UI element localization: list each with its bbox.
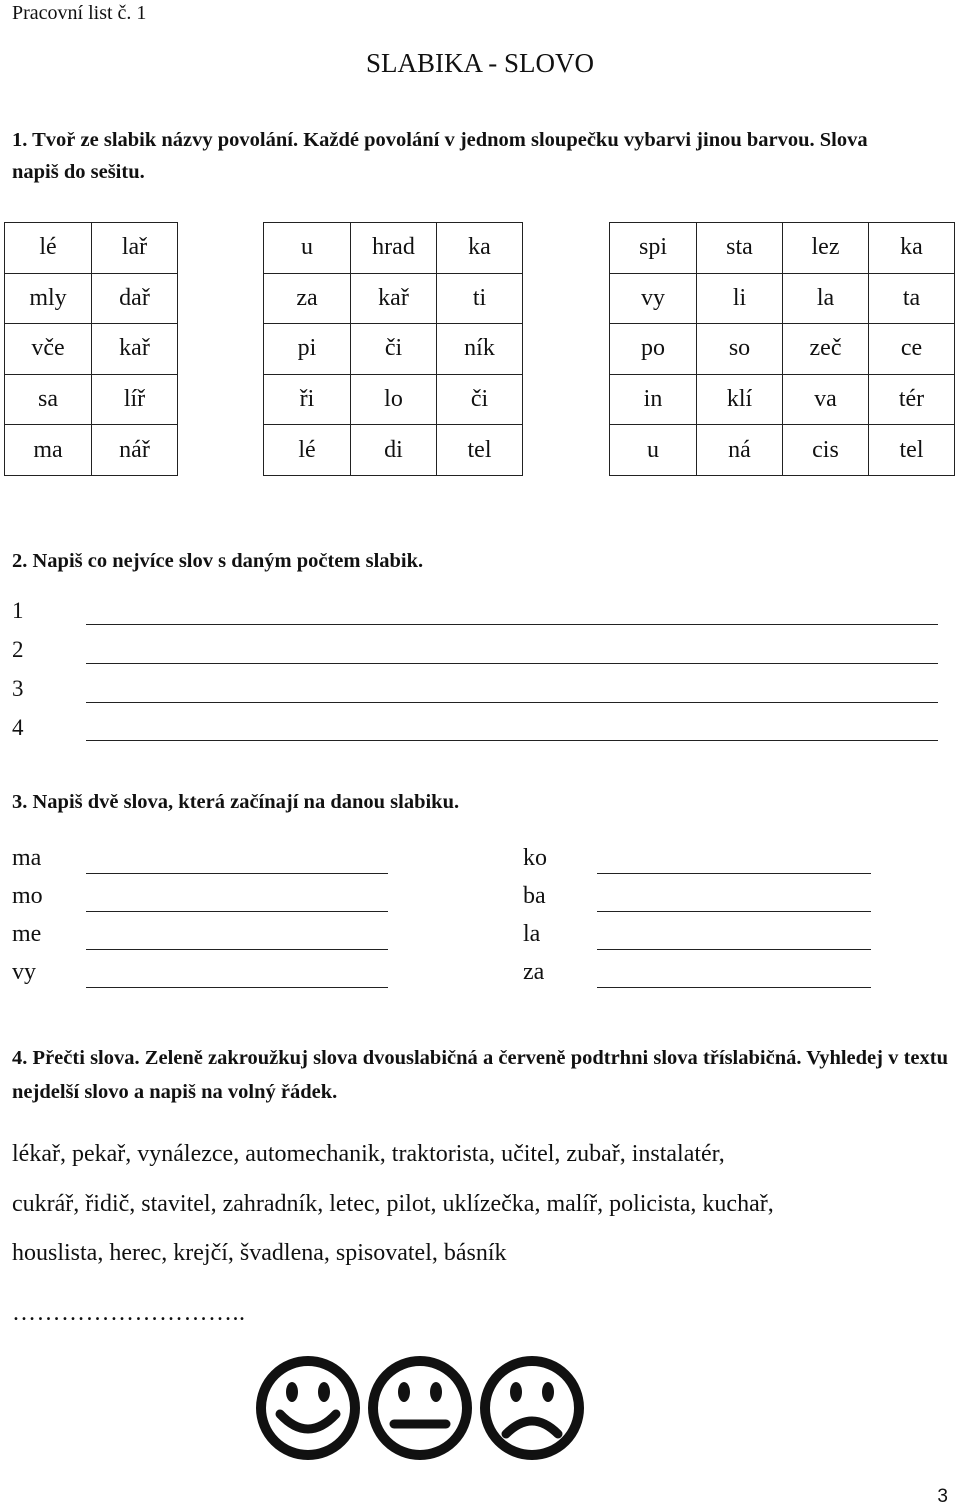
task-4-instruction: 4. Přečti slova. Zeleně zakroužkuj slova dvouslabičná a červeně podtrhni slova tříslabičná. Vyhledej v textu nejdelší slovo a napiš na volný řádek. (12, 1047, 948, 1103)
syllable-cell[interactable]: u (610, 425, 697, 476)
worksheet-header: Pracovní list č. 1 (12, 2, 147, 24)
longest-word-answer-field[interactable]: ……………………….. (12, 1300, 246, 1326)
syllable-cell[interactable]: va (783, 374, 869, 425)
syllable-cell[interactable]: lé (5, 223, 92, 274)
answer-line[interactable] (597, 911, 871, 912)
answer-line[interactable] (86, 702, 938, 703)
syllable-cell[interactable]: in (610, 374, 697, 425)
neutral-face-icon[interactable] (373, 1361, 467, 1455)
syllable-cell[interactable]: hrad (351, 223, 437, 274)
syllable-cell[interactable]: nář (92, 425, 178, 476)
syllable-cell[interactable]: ři (264, 374, 351, 425)
syllable-count-label: 4 (12, 715, 24, 740)
answer-line[interactable] (597, 949, 871, 950)
syllable-cell[interactable]: po (610, 324, 697, 375)
syllable-cell[interactable]: ník (437, 324, 523, 375)
start-syllable-label: ma (12, 845, 42, 871)
answer-line[interactable] (86, 873, 388, 874)
syllable-table-3 (609, 222, 955, 476)
task-2-instruction: 2. Napiš co nejvíce slov s daným počtem slabik. (12, 550, 424, 572)
syllable-cell[interactable]: sa (5, 374, 92, 425)
syllable-count-label: 3 (12, 676, 24, 701)
syllable-cell[interactable]: ka (869, 223, 955, 274)
syllable-cell[interactable]: či (351, 324, 437, 375)
syllable-cell[interactable]: ma (5, 425, 92, 476)
happy-face-icon[interactable] (261, 1361, 355, 1455)
syllable-cell[interactable]: li (697, 273, 783, 324)
answer-line[interactable] (86, 740, 938, 741)
task-1-instruction: 1. Tvoř ze slabik názvy povolání. Každé povolání v jednom sloupečku vybarvi jinou barvou. Slova napiš do sešitu. (12, 129, 868, 183)
start-syllable-label: ko (523, 845, 547, 871)
start-syllable-label: la (523, 921, 541, 947)
syllable-cell[interactable]: ná (697, 425, 783, 476)
syllable-cell[interactable]: lař (92, 223, 178, 274)
syllable-cell[interactable]: kař (92, 324, 178, 375)
start-syllable-label: za (523, 959, 545, 985)
start-syllable-label: me (12, 921, 42, 947)
syllable-cell[interactable]: vče (5, 324, 92, 375)
syllable-cell[interactable]: dař (92, 273, 178, 324)
syllable-cell[interactable]: za (264, 273, 351, 324)
syllable-cell[interactable]: pi (264, 324, 351, 375)
syllable-cell[interactable]: lo (351, 374, 437, 425)
syllable-cell[interactable]: tel (869, 425, 955, 476)
syllable-cell[interactable]: ce (869, 324, 955, 375)
self-evaluation-faces (252, 1352, 588, 1464)
syllable-cell[interactable]: ti (437, 273, 523, 324)
syllable-cell[interactable]: zeč (783, 324, 869, 375)
answer-line[interactable] (86, 949, 388, 950)
word-list-line: cukrář, řidič, stavitel, zahradník, letec, pilot, uklízečka, malíř, policista, kuchař, (12, 1190, 774, 1217)
syllable-cell[interactable]: la (783, 273, 869, 324)
word-list-line: lékař, pekař, vynálezce, automechanik, traktorista, učitel, zubař, instalatér, (12, 1141, 725, 1167)
answer-line[interactable] (597, 987, 871, 988)
syllable-cell[interactable]: líř (92, 374, 178, 425)
syllable-cell[interactable]: lé (264, 425, 351, 476)
task-3-instruction: 3. Napiš dvě slova, která začínají na danou slabiku. (12, 791, 460, 813)
syllable-cell[interactable]: tér (869, 374, 955, 425)
start-syllable-label: ba (523, 883, 546, 909)
syllable-cell[interactable]: ta (869, 273, 955, 324)
syllable-cell[interactable]: sta (697, 223, 783, 274)
syllable-cell[interactable]: tel (437, 425, 523, 476)
answer-line[interactable] (86, 911, 388, 912)
syllable-cell[interactable]: kař (351, 273, 437, 324)
syllable-count-label: 1 (12, 598, 24, 623)
syllable-count-label: 2 (12, 637, 24, 662)
answer-line[interactable] (86, 987, 388, 988)
syllable-cell[interactable]: di (351, 425, 437, 476)
start-syllable-label: vy (12, 959, 36, 985)
syllable-cell[interactable]: spi (610, 223, 697, 274)
word-list-line: houslista, herec, krejčí, švadlena, spisovatel, básník (12, 1240, 507, 1266)
answer-line[interactable] (86, 624, 938, 625)
page-title: SLABIKA - SLOVO (365, 48, 594, 78)
syllable-cell[interactable]: so (697, 324, 783, 375)
syllable-table-1 (4, 222, 178, 476)
sad-face-icon[interactable] (485, 1361, 579, 1455)
syllable-cell[interactable]: lez (783, 223, 869, 274)
syllable-cell[interactable]: cis (783, 425, 869, 476)
syllable-cell[interactable]: či (437, 374, 523, 425)
word-list (12, 1130, 952, 1279)
start-syllable-label: mo (12, 883, 43, 909)
syllable-cell[interactable]: u (264, 223, 351, 274)
syllable-cell[interactable]: vy (610, 273, 697, 324)
syllable-table-2 (263, 222, 523, 476)
page-number: 3 (937, 1486, 948, 1507)
answer-line[interactable] (597, 873, 871, 874)
answer-line[interactable] (86, 663, 938, 664)
syllable-cell[interactable]: mly (5, 273, 92, 324)
syllable-cell[interactable]: klí (697, 374, 783, 425)
syllable-cell[interactable]: ka (437, 223, 523, 274)
